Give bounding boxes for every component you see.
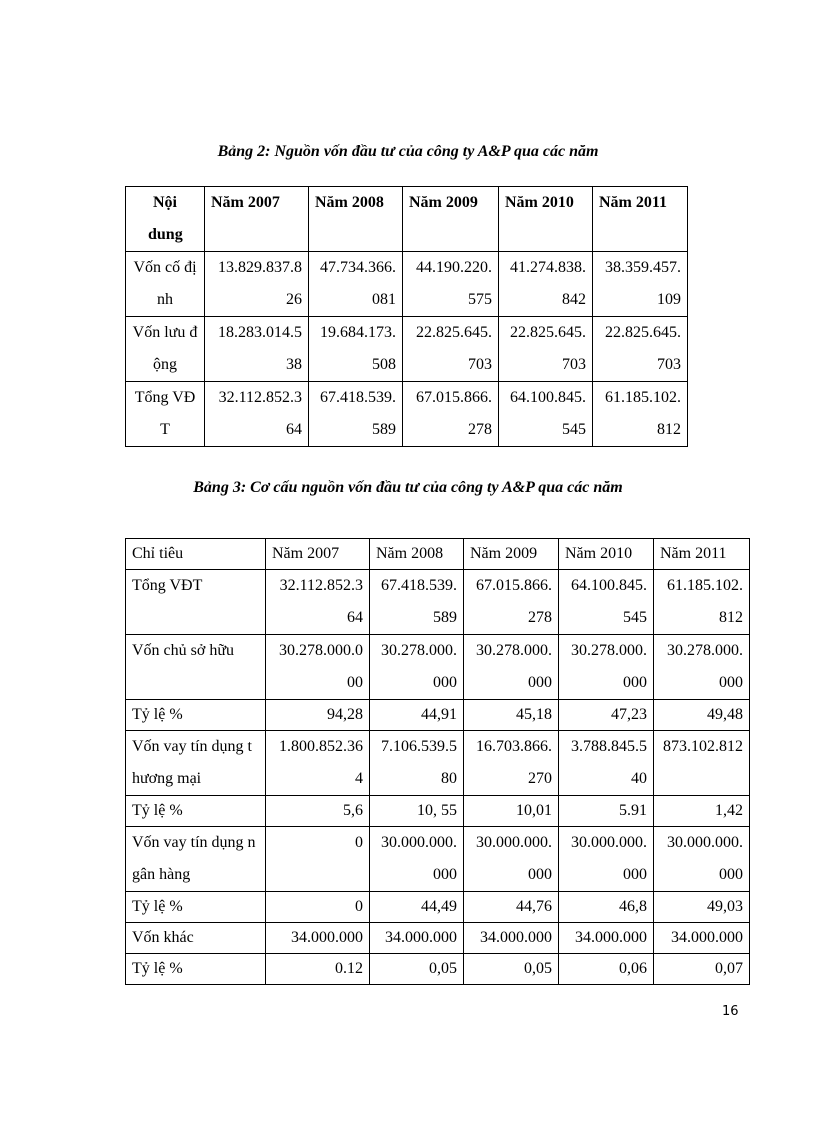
table-row xyxy=(126,635,750,700)
cell-value: 34.000.000 xyxy=(464,923,559,954)
cell-value: 0,07 xyxy=(654,954,750,985)
header-year-2007: Năm 2007 xyxy=(205,187,309,252)
row-label: Tỷ lệ % xyxy=(126,700,266,731)
cell-value: 44,49 xyxy=(370,892,464,923)
table1-caption: Bảng 2: Nguồn vốn đầu tư của công ty A&P qua các năm xyxy=(217,143,599,160)
cell-value: 1.800.852.364 xyxy=(266,731,370,796)
header-year-2011: Năm 2011 xyxy=(654,539,750,570)
cell-value: 10,01 xyxy=(464,796,559,827)
table-row xyxy=(126,570,750,635)
row-label: Vốn lưu động xyxy=(126,317,205,382)
cell-value: 30.278.000.000 xyxy=(370,635,464,700)
row-label: Vốn khác xyxy=(126,923,266,954)
header-year-2008: Năm 2008 xyxy=(309,187,403,252)
capital-structure-table xyxy=(125,538,750,985)
cell-value: 44,76 xyxy=(464,892,559,923)
cell-value: 67.015.866.278 xyxy=(464,570,559,635)
cell-value: 41.274.838.842 xyxy=(499,252,593,317)
header-year-2008: Năm 2008 xyxy=(370,539,464,570)
cell-value: 19.684.173. 508 xyxy=(309,317,403,382)
cell-value: 44.190.220. 575 xyxy=(403,252,499,317)
cell-value: 30.278.000.000 xyxy=(464,635,559,700)
cell-value: 34.000.000 xyxy=(559,923,654,954)
cell-value: 22.825.645.703 xyxy=(593,317,688,382)
cell-value: 5.91 xyxy=(559,796,654,827)
cell-value: 0.12 xyxy=(266,954,370,985)
row-label: Tổng VĐT xyxy=(126,382,205,447)
page-number: 16 xyxy=(722,1004,739,1019)
cell-value: 30.000.000.000 xyxy=(464,827,559,892)
header-year-2010: Năm 2010 xyxy=(559,539,654,570)
cell-value: 30.000.000.000 xyxy=(654,827,750,892)
cell-value: 67.418.539. 589 xyxy=(309,382,403,447)
cell-value: 49,03 xyxy=(654,892,750,923)
row-label: Vốn cố định xyxy=(126,252,205,317)
header-year-2011: Năm 2011 xyxy=(593,187,688,252)
table-row xyxy=(126,252,688,317)
cell-value: 0 xyxy=(266,827,370,892)
table-row xyxy=(126,796,750,827)
header-year-2009: Năm 2009 xyxy=(464,539,559,570)
cell-value: 22.825.645.703 xyxy=(403,317,499,382)
cell-value: 22.825.645.703 xyxy=(499,317,593,382)
cell-value: 44,91 xyxy=(370,700,464,731)
table-row xyxy=(126,954,750,985)
header-year-2010: Năm 2010 xyxy=(499,187,593,252)
cell-value: 30.278.000.000 xyxy=(559,635,654,700)
cell-value: 34.000.000 xyxy=(266,923,370,954)
cell-value: 64.100.845. 545 xyxy=(559,570,654,635)
cell-value: 0,05 xyxy=(464,954,559,985)
cell-value: 64.100.845. 545 xyxy=(499,382,593,447)
cell-value: 61.185.102.812 xyxy=(654,570,750,635)
cell-value: 10, 55 xyxy=(370,796,464,827)
cell-value: 873.102.812 xyxy=(654,731,750,796)
cell-value: 49,48 xyxy=(654,700,750,731)
table-header-row xyxy=(126,187,688,252)
cell-value: 67.418.539. 589 xyxy=(370,570,464,635)
cell-value: 16.703.866.270 xyxy=(464,731,559,796)
cell-value: 13.829.837.826 xyxy=(205,252,309,317)
table-row xyxy=(126,382,688,447)
cell-value: 0 xyxy=(266,892,370,923)
table-row xyxy=(126,923,750,954)
capital-sources-table xyxy=(125,186,688,447)
row-label: Tổng VĐT xyxy=(126,570,266,635)
cell-value: 46,8 xyxy=(559,892,654,923)
cell-value: 61.185.102.812 xyxy=(593,382,688,447)
cell-value: 30.000.000.000 xyxy=(559,827,654,892)
cell-value: 30.278.000.000 xyxy=(654,635,750,700)
cell-value: 7.106.539.580 xyxy=(370,731,464,796)
cell-value: 38.359.457.109 xyxy=(593,252,688,317)
cell-value: 34.000.000 xyxy=(654,923,750,954)
row-label: Tỷ lệ % xyxy=(126,796,266,827)
cell-value: 18.283.014.538 xyxy=(205,317,309,382)
cell-value: 47,23 xyxy=(559,700,654,731)
table-row xyxy=(126,317,688,382)
row-label: Vốn vay tín dụng ngân hàng xyxy=(126,827,266,892)
table-row xyxy=(126,892,750,923)
cell-value: 32.112.852.364 xyxy=(266,570,370,635)
cell-value: 0,05 xyxy=(370,954,464,985)
cell-value: 3.788.845.540 xyxy=(559,731,654,796)
row-label: Vốn vay tín dụng thương mại xyxy=(126,731,266,796)
table-row xyxy=(126,731,750,796)
cell-value: 94,28 xyxy=(266,700,370,731)
cell-value: 32.112.852.364 xyxy=(205,382,309,447)
cell-value: 0,06 xyxy=(559,954,654,985)
table2-caption: Bảng 3: Cơ cấu nguồn vốn đầu tư của công ty A&P qua các năm xyxy=(193,479,623,496)
row-label: Tỷ lệ % xyxy=(126,954,266,985)
cell-value: 34.000.000 xyxy=(370,923,464,954)
header-year-2009: Năm 2009 xyxy=(403,187,499,252)
cell-value: 67.015.866.278 xyxy=(403,382,499,447)
header-year-2007: Năm 2007 xyxy=(266,539,370,570)
header-chi-tieu: Chỉ tiêu xyxy=(126,539,266,570)
cell-value: 5,6 xyxy=(266,796,370,827)
table-header-row xyxy=(126,539,750,570)
cell-value: 1,42 xyxy=(654,796,750,827)
table-row xyxy=(126,827,750,892)
cell-value: 30.278.000.000 xyxy=(266,635,370,700)
cell-value: 47.734.366.081 xyxy=(309,252,403,317)
cell-value: 45,18 xyxy=(464,700,559,731)
table-row xyxy=(126,700,750,731)
cell-value: 30.000.000.000 xyxy=(370,827,464,892)
row-label: Tỷ lệ % xyxy=(126,892,266,923)
header-noi-dung: Nội dung xyxy=(126,187,205,252)
row-label: Vốn chủ sở hữu xyxy=(126,635,266,700)
